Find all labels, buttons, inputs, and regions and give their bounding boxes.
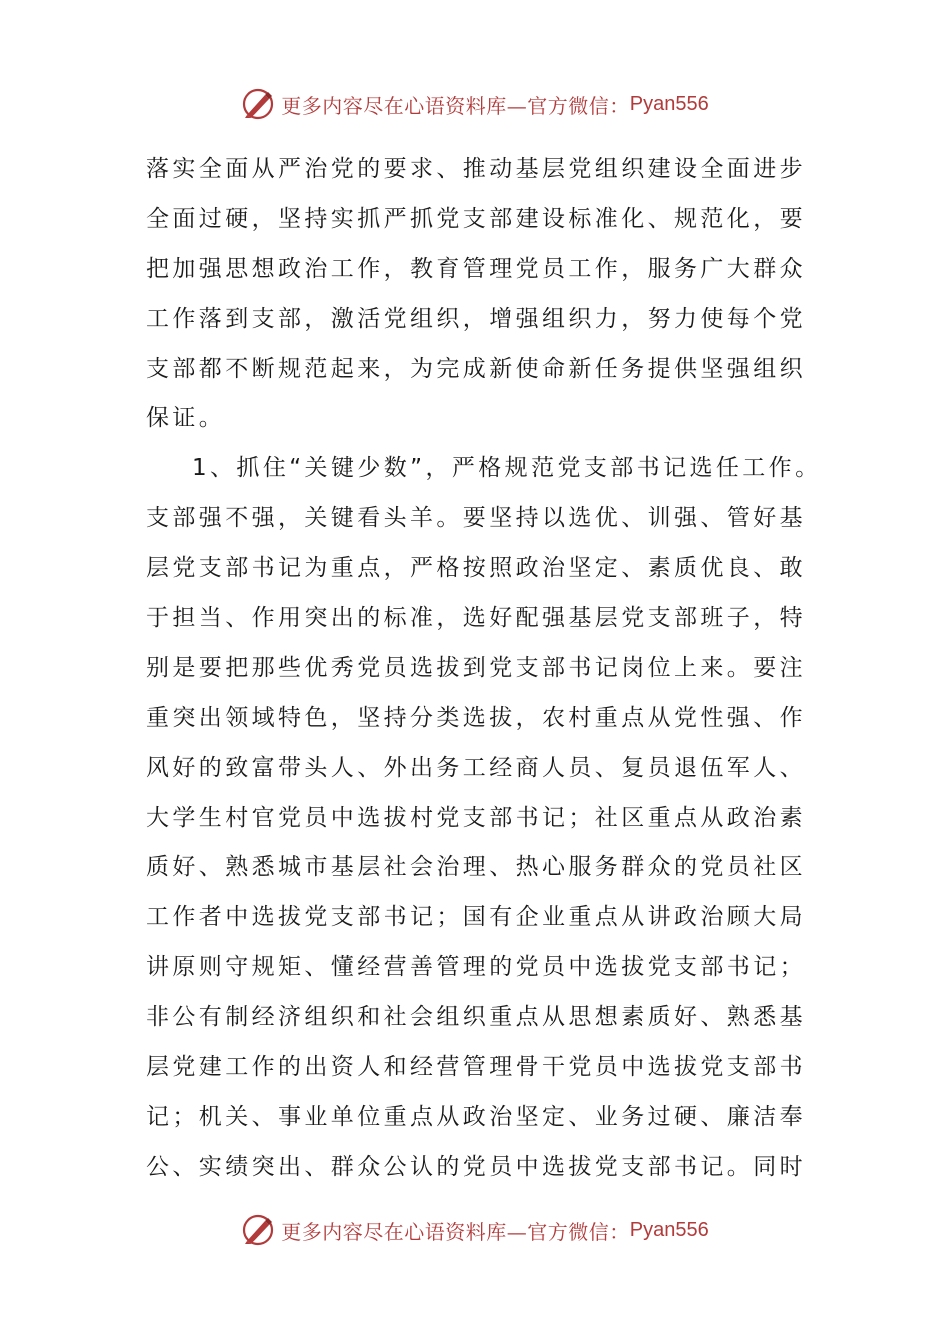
text-line: 工作落到支部，激活党组织，增强组织力，努力使每个党 — [146, 305, 806, 332]
text-line: 别是要把那些优秀党员选拔到党支部书记岗位上来。要注 — [146, 654, 806, 681]
text-line: 工作者中选拔党支部书记；国有企业重点从讲政治顾大局 — [146, 904, 806, 931]
text-line: 支部都不断规范起来，为完成新使命新任务提供坚强组织 — [146, 355, 806, 382]
text-line: 支部强不强，关键看头羊。要坚持以选优、训强、管好基 — [146, 505, 806, 532]
text-line: 把加强思想政治工作，教育管理党员工作，服务广大群众 — [146, 255, 806, 282]
header-banner — [0, 84, 950, 124]
text-line: 保证。 — [146, 405, 226, 432]
text-line: 记；机关、事业单位重点从政治坚定、业务过硬、廉洁奉 — [146, 1103, 806, 1130]
text-line: 非公有制经济组织和社会组织重点从思想素质好、熟悉基 — [146, 1004, 806, 1031]
header-banner-text: 更多内容尽在心语资料库—官方微信： — [281, 93, 630, 118]
text-line: 层党支部书记为重点，严格按照政治坚定、素质优良、敢 — [146, 555, 806, 582]
footer-banner — [0, 1210, 950, 1250]
document-body — [146, 145, 836, 1193]
text-line: 大学生村官党员中选拔村党支部书记；社区重点从政治素 — [146, 804, 806, 831]
text-line: 重突出领域特色，坚持分类选拔，农村重点从党性强、作 — [146, 704, 806, 731]
text-line: 风好的致富带头人、外出务工经商人员、复员退伍军人、 — [146, 754, 806, 781]
text-line: 于担当、作用突出的标准，选好配强基层党支部班子，特 — [146, 605, 806, 632]
text-line: 质好、熟悉城市基层社会治理、热心服务群众的党员社区 — [146, 854, 806, 881]
header-wechat-id: Pyan556 — [629, 92, 709, 115]
section-heading-line: 1、抓住“关键少数”，严格规范党支部书记选任工作。 — [192, 455, 822, 482]
footer-wechat-id: Pyan556 — [629, 1218, 709, 1241]
pen-logo-icon — [241, 87, 275, 121]
text-line: 全面过硬，坚持实抓严抓党支部建设标准化、规范化，要 — [146, 205, 806, 232]
footer-banner-text: 更多内容尽在心语资料库—官方微信： — [281, 1219, 630, 1244]
text-line: 讲原则守规矩、懂经营善管理的党员中选拔党支部书记； — [146, 954, 806, 981]
text-line: 落实全面从严治党的要求、推动基层党组织建设全面进步 — [146, 156, 806, 182]
pen-logo-icon — [241, 1213, 275, 1247]
text-line: 公、实绩突出、群众公认的党员中选拔党支部书记。同时 — [146, 1153, 806, 1180]
text-line: 层党建工作的出资人和经营管理骨干党员中选拔党支部书 — [146, 1054, 806, 1081]
